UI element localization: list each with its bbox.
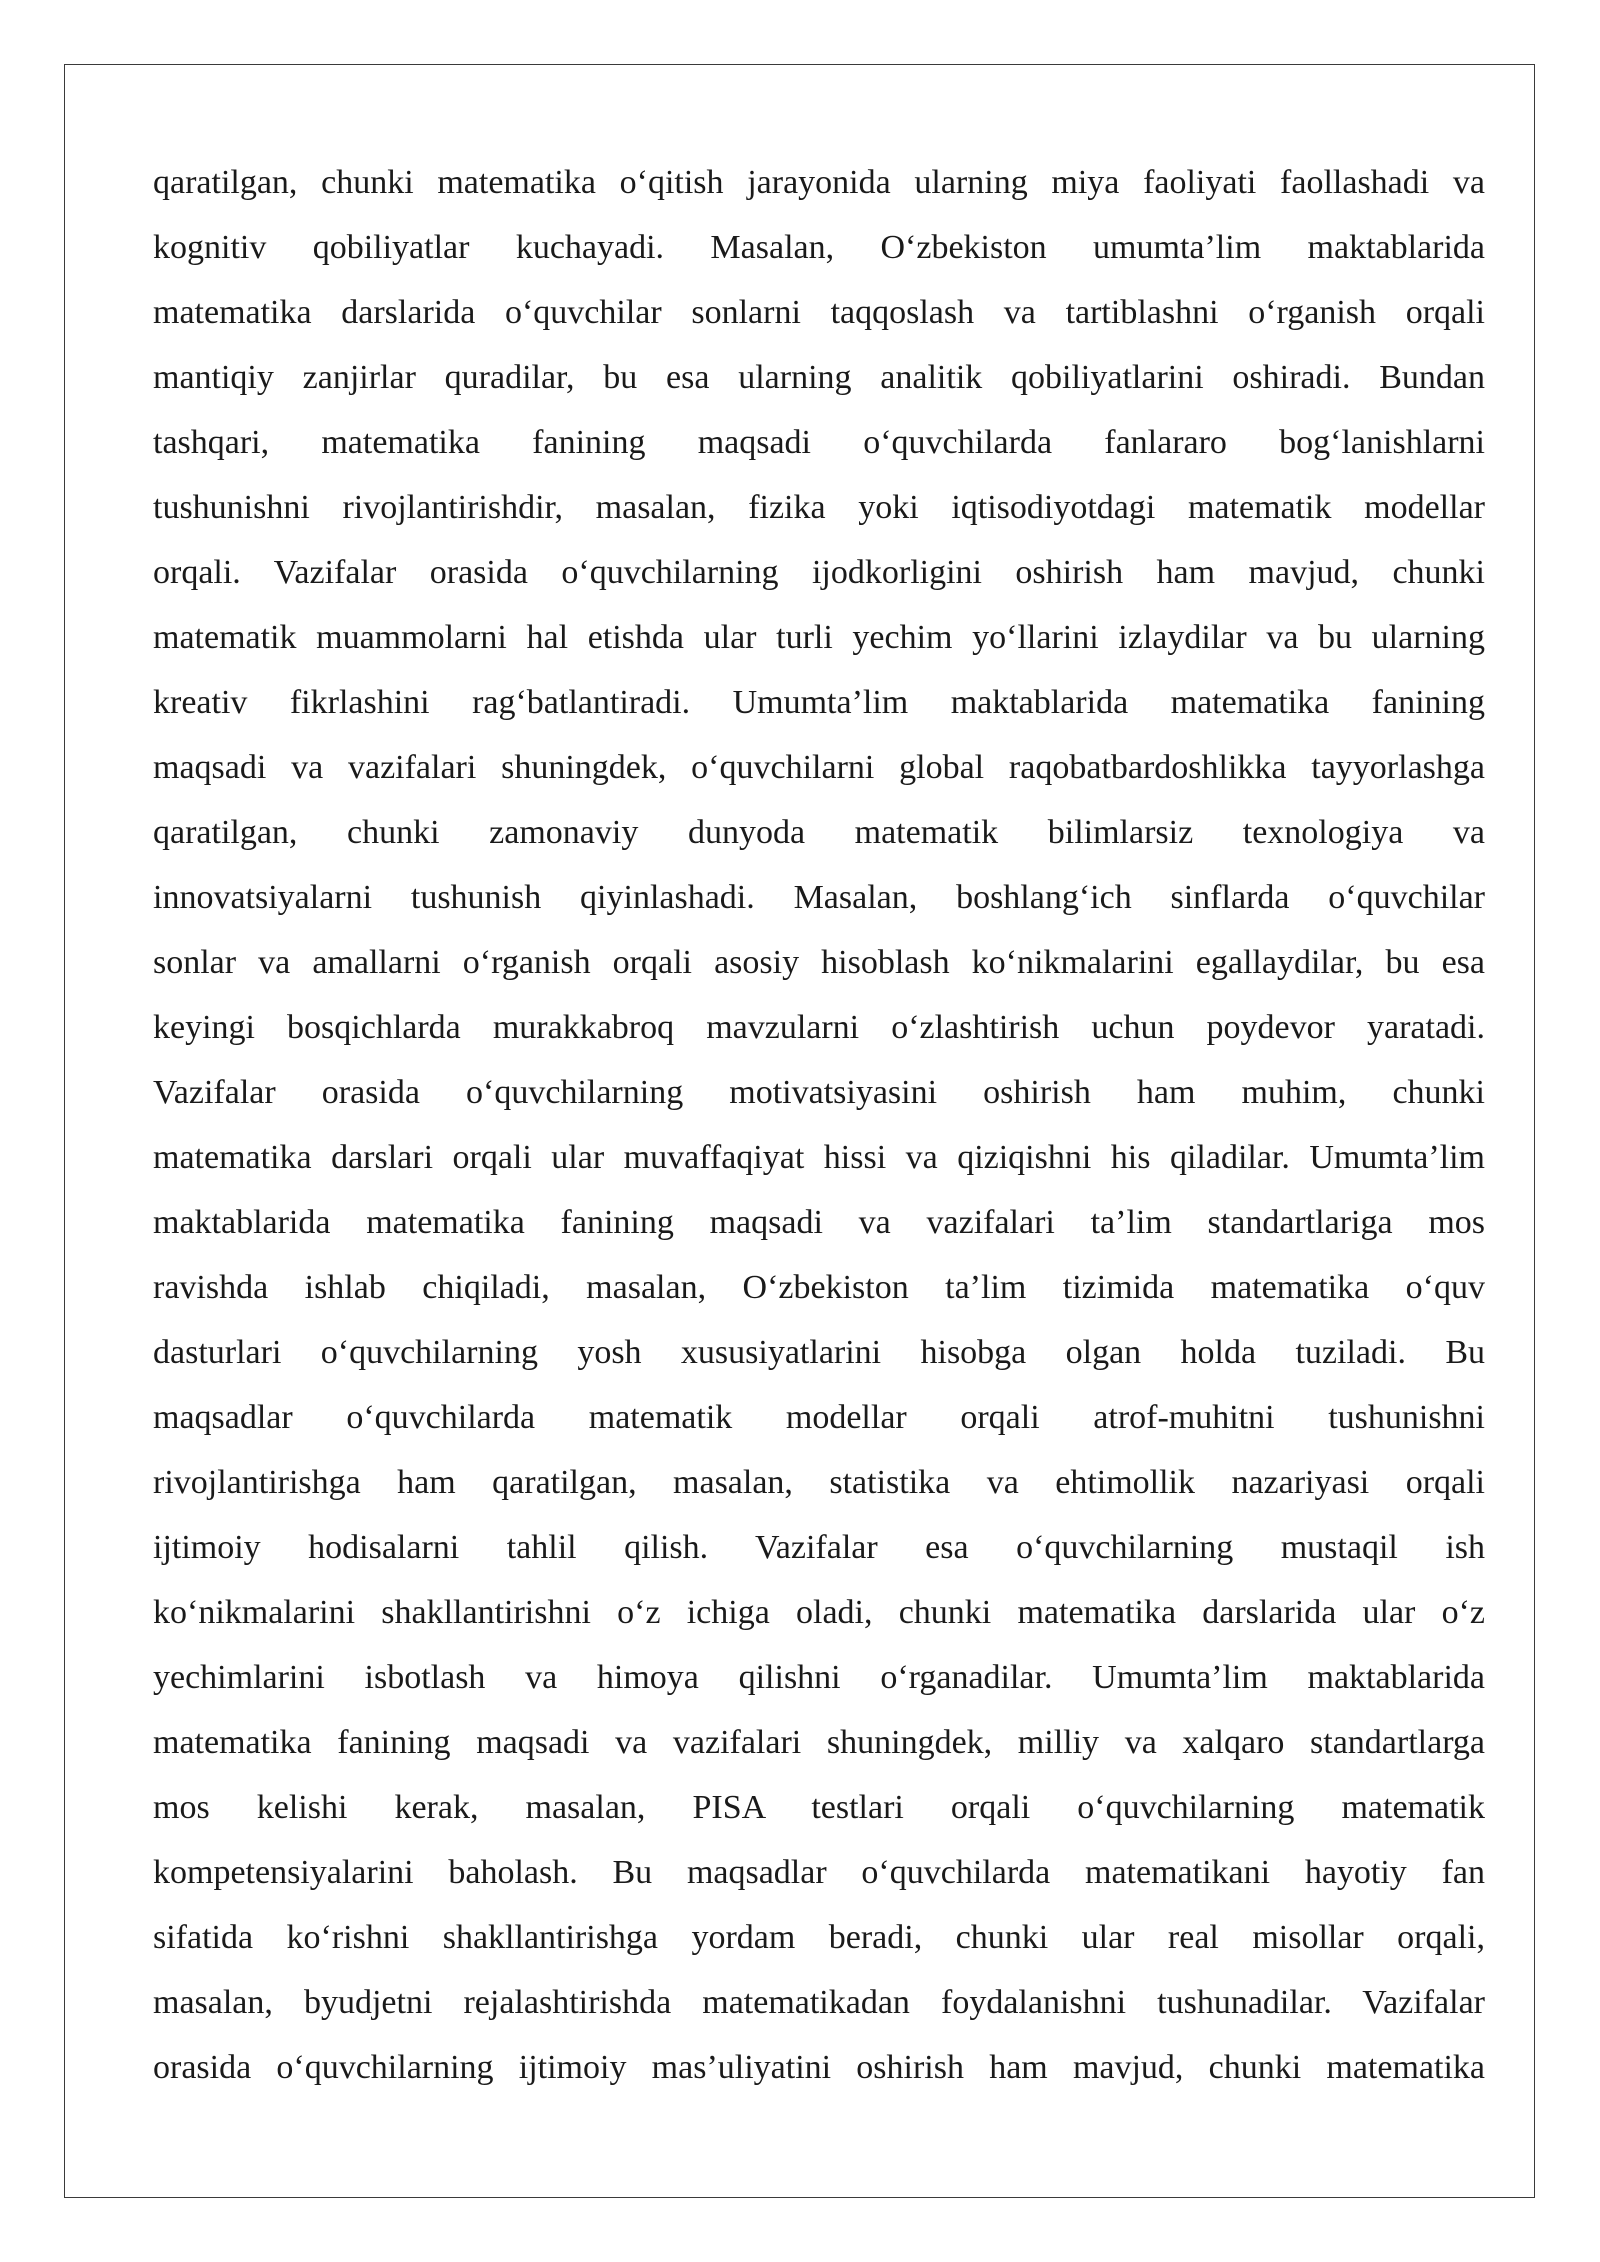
text-line-3: matematika darslarida o‘quvchilar sonlarni taqqoslash va tartiblashni o‘rganish orqali: [153, 294, 1485, 331]
text-line-17: maktablarida matematika fanining maqsadi va vazifalari ta’lim standartlariga mos: [153, 1204, 1485, 1241]
text-line-11: qaratilgan, chunki zamonaviy dunyoda matematik bilimlarsiz texnologiya va: [153, 814, 1485, 851]
text-line-30: orasida o‘quvchilarning ijtimoiy mas’uliyatini oshirish ham mavjud, chunki matematika: [153, 2049, 1485, 2086]
text-line-29: masalan, byudjetni rejalashtirishda matematikadan foydalanishni tushunadilar. Vazifalar: [153, 1984, 1485, 2021]
text-line-4: mantiqiy zanjirlar quradilar, bu esa ularning analitik qobiliyatlarini oshiradi. Bundan: [153, 359, 1485, 396]
body-paragraph: [153, 150, 1485, 2100]
text-line-7: orqali. Vazifalar orasida o‘quvchilarning ijodkorligini oshirish ham mavjud, chunki: [153, 554, 1485, 591]
text-line-5: tashqari, matematika fanining maqsadi o‘quvchilarda fanlararo bog‘lanishlarni: [153, 424, 1485, 461]
text-line-10: maqsadi va vazifalari shuningdek, o‘quvchilarni global raqobatbardoshlikka tayyorlashga: [153, 749, 1485, 786]
text-line-27: kompetensiyalarini baholash. Bu maqsadlar o‘quvchilarda matematikani hayotiy fan: [153, 1854, 1485, 1891]
text-line-22: ijtimoiy hodisalarni tahlil qilish. Vazifalar esa o‘quvchilarning mustaqil ish: [153, 1529, 1485, 1566]
text-line-12: innovatsiyalarni tushunish qiyinlashadi. Masalan, boshlang‘ich sinflarda o‘quvchilar: [153, 879, 1485, 916]
text-line-8: matematik muammolarni hal etishda ular turli yechim yo‘llarini izlaydilar va bu ularning: [153, 619, 1485, 656]
text-line-9: kreativ fikrlashini rag‘batlantiradi. Umumta’lim maktablarida matematika fanining: [153, 684, 1485, 721]
text-line-20: maqsadlar o‘quvchilarda matematik modellar orqali atrof-muhitni tushunishni: [153, 1399, 1485, 1436]
text-line-1: qaratilgan, chunki matematika o‘qitish jarayonida ularning miya faoliyati faollashadi va: [153, 164, 1485, 201]
text-line-14: keyingi bosqichlarda murakkabroq mavzularni o‘zlashtirish uchun poydevor yaratadi.: [153, 1009, 1485, 1046]
text-line-19: dasturlari o‘quvchilarning yosh xususiyatlarini hisobga olgan holda tuziladi. Bu: [153, 1334, 1485, 1371]
text-line-21: rivojlantirishga ham qaratilgan, masalan, statistika va ehtimollik nazariyasi orqali: [153, 1464, 1485, 1501]
text-line-16: matematika darslari orqali ular muvaffaqiyat hissi va qiziqishni his qiladilar. Umumta’lim: [153, 1139, 1485, 1176]
text-line-28: sifatida ko‘rishni shakllantirishga yordam beradi, chunki ular real misollar orqali,: [153, 1919, 1485, 1956]
text-line-18: ravishda ishlab chiqiladi, masalan, O‘zbekiston ta’lim tizimida matematika o‘quv: [153, 1269, 1485, 1306]
text-line-26: mos kelishi kerak, masalan, PISA testlari orqali o‘quvchilarning matematik: [153, 1789, 1485, 1826]
text-line-23: ko‘nikmalarini shakllantirishni o‘z ichiga oladi, chunki matematika darslarida ular o‘z: [153, 1594, 1485, 1631]
text-line-2: kognitiv qobiliyatlar kuchayadi. Masalan, O‘zbekiston umumta’lim maktablarida: [153, 229, 1485, 266]
text-line-6: tushunishni rivojlantirishdir, masalan, fizika yoki iqtisodiyotdagi matematik modellar: [153, 489, 1485, 526]
text-line-25: matematika fanining maqsadi va vazifalari shuningdek, milliy va xalqaro standartlarga: [153, 1724, 1485, 1761]
text-line-13: sonlar va amallarni o‘rganish orqali asosiy hisoblash ko‘nikmalarini egallaydilar, bu esa: [153, 944, 1485, 981]
text-line-24: yechimlarini isbotlash va himoya qilishni o‘rganadilar. Umumta’lim maktablarida: [153, 1659, 1485, 1696]
text-line-15: Vazifalar orasida o‘quvchilarning motivatsiyasini oshirish ham muhim, chunki: [153, 1074, 1485, 1111]
